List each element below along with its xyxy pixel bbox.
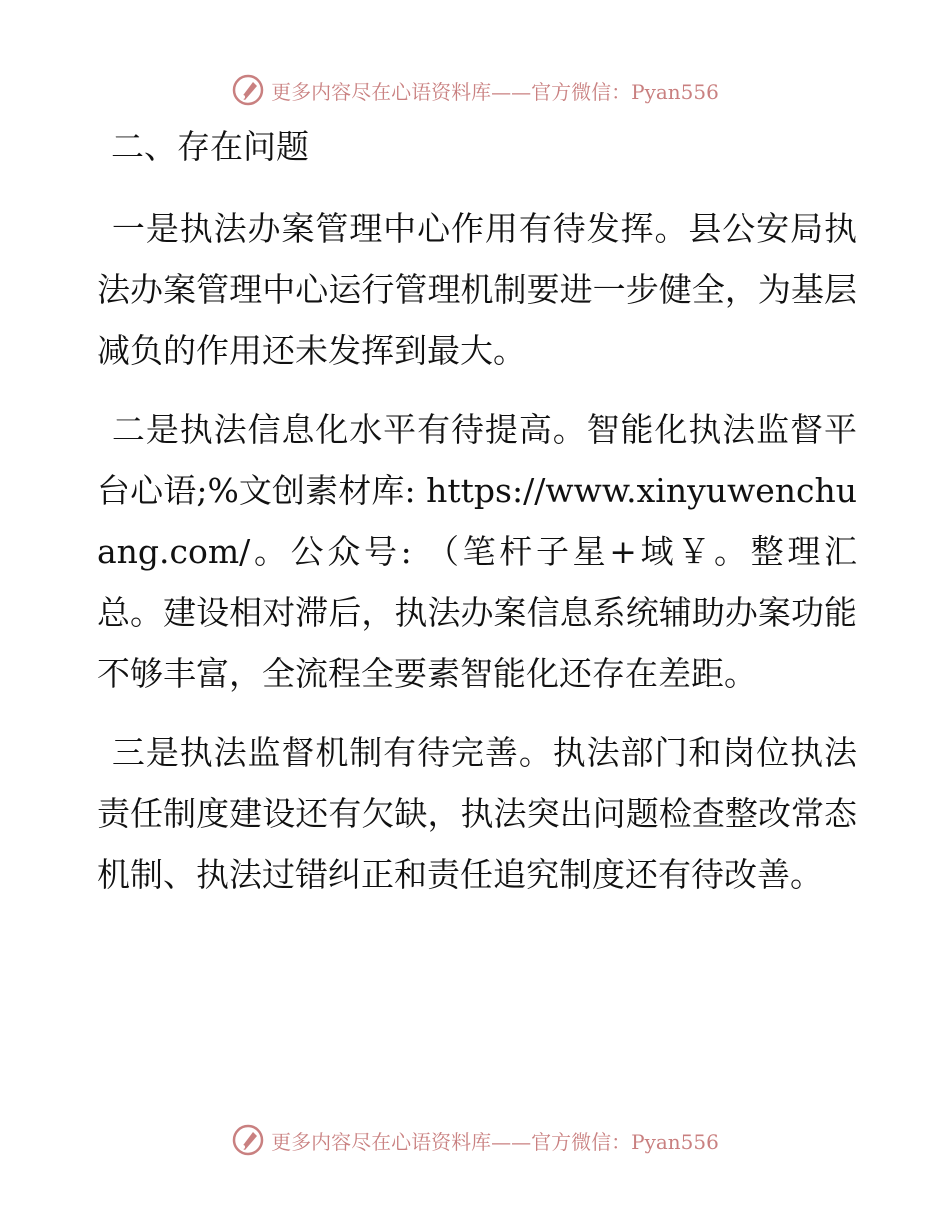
pen-nib-icon xyxy=(231,1123,265,1157)
footer-watermark xyxy=(0,1118,950,1162)
paragraph-1 xyxy=(97,198,857,381)
watermark-cn: 更多内容尽在心语资料库 xyxy=(271,79,492,104)
watermark-official: 官方微信： xyxy=(531,1129,632,1154)
watermark-dash: —— xyxy=(491,1129,532,1154)
paragraph-2-text: 二是执法信息化水平有待提高。智能化执法监督平台心语;%文创素材库: https://www.xinyuwenchuang.com/。公众号: （笔杆子星+域￥。整理汇总。建设相对滞后，执法办案信息系统辅助办案功能不够丰富，全流程全要素智能化还存在差距。 xyxy=(97,410,857,693)
document-body xyxy=(97,118,857,923)
section-heading: 二、存在问题 xyxy=(111,127,309,166)
header-watermark xyxy=(0,68,950,112)
paragraph-1-text: 一是执法办案管理中心作用有待发挥。县公安局执法办案管理中心运行管理机制要进一步健全，为基层减负的作用还未发挥到最大。 xyxy=(97,209,857,370)
watermark-official: 官方微信： xyxy=(531,79,632,104)
watermark-wechat: Pyan556 xyxy=(631,79,719,104)
watermark-text xyxy=(271,1126,719,1155)
watermark-cn: 更多内容尽在心语资料库 xyxy=(271,1129,492,1154)
watermark-text xyxy=(271,76,719,105)
pen-nib-icon xyxy=(231,73,265,107)
watermark-wechat: Pyan556 xyxy=(631,1129,719,1154)
paragraph-3-text: 三是执法监督机制有待完善。执法部门和岗位执法责任制度建设还有欠缺，执法突出问题检查整改常态机制、执法过错纠正和责任追究制度还有待改善。 xyxy=(97,733,857,894)
watermark-dash: —— xyxy=(491,79,532,104)
paragraph-3 xyxy=(97,722,857,905)
paragraph-2 xyxy=(97,399,857,704)
